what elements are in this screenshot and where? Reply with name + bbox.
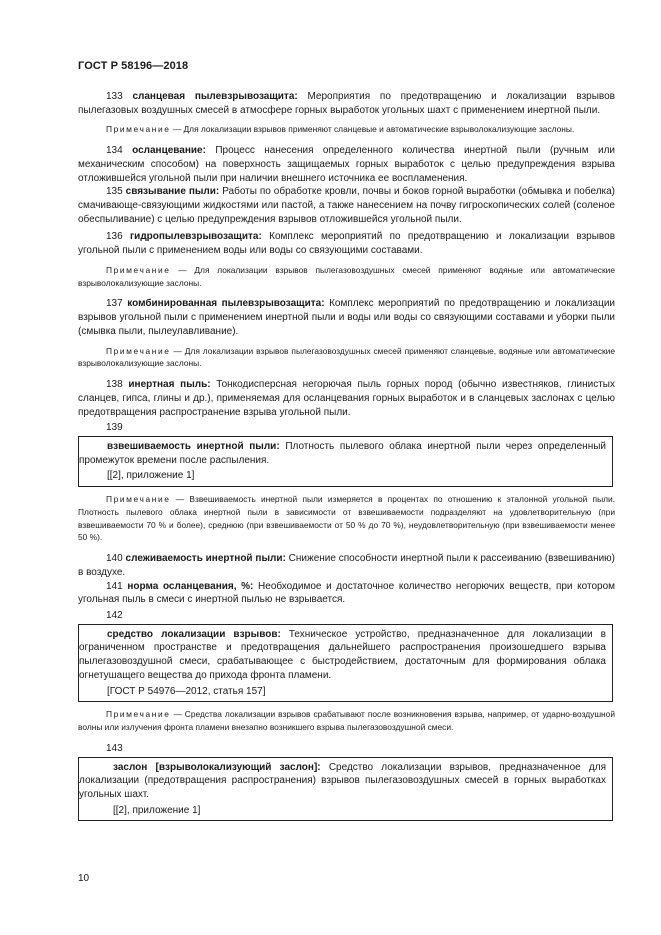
term-definition: Необходимое и достаточное количество негорючих веществ, при котором угольная пыль в смеси с инертной пылью не взрывается. xyxy=(78,580,616,606)
term-source: [[2], приложение 1] xyxy=(113,804,201,816)
boxed-term-142 xyxy=(78,624,613,703)
term-name: норма осланцевания, %: xyxy=(127,580,254,592)
page-number: 10 xyxy=(78,873,90,884)
term-entry-135 xyxy=(78,185,615,226)
boxed-term-139 xyxy=(78,436,613,487)
note-label: Примечание xyxy=(106,124,171,135)
note-label: Примечание xyxy=(106,494,171,505)
term-definition: Комплекс мероприятий по предотвращению и локализации взрывов угольной пыли с применением воды или воды со связующими составами. xyxy=(78,231,616,257)
term-name: инертная пыль: xyxy=(128,379,211,391)
term-definition: Снижение способности инертной пыли к рассеиванию (взвешиванию) в воздухе. xyxy=(78,553,616,578)
entry-number-143: 143 xyxy=(106,742,123,754)
term-definition: Процесс нанесения определенного количества инертной пыли (ручным или механическим способом) на поверхность защищаемых горных выработок с целью предупреждения взрыва отложившейся угольной пыли при наличии внешнего источника ее воспламенения. xyxy=(78,145,616,184)
entry-number: 133 xyxy=(106,91,123,102)
term-definition: Работы по обработке кровли, почвы и боков горной выработки (обмывка и побелка) смачивающе-связующими жидкостями или пастой, а также нанесением на почву гигроскопических солей (соленое обеспыливание) с целью предупреждения взрывов отложившейся угольной пыли. xyxy=(78,186,616,225)
term-definition: Мероприятия по предотвращению и локализации взрывов пылегазовых воздушных смесей в атмосфере горных выработок угольных шахт с применением инертной пыли. xyxy=(78,91,615,116)
note-142 xyxy=(78,708,615,734)
term-entry-133 xyxy=(78,90,615,117)
term-entry-137 xyxy=(78,297,615,338)
term-source: [[2], приложение 1] xyxy=(107,470,195,482)
term-definition: Техническое устройство, предназначенное для локализации в ограниченном пространстве и предотвращения дальнейшего распространения произошедшего взрыва пылегазовоздушной смеси, срабатывающее с быстродействием, достаточным для формирования облака огнетушащего вещества до прихода фронта пламени. xyxy=(79,628,606,681)
term-name: сланцевая пылевзрывозащита: xyxy=(132,91,298,102)
note-133 xyxy=(78,123,615,136)
term-name: слеживаемость инертной пыли: xyxy=(125,553,286,565)
term-entry-141 xyxy=(78,580,615,607)
entry-number: 138 xyxy=(106,379,123,391)
note-139 xyxy=(78,493,615,544)
term-name: осланцевание: xyxy=(132,145,206,157)
entry-number: 140 xyxy=(106,553,123,565)
term-name: заслон [взрыволокализующий заслон]: xyxy=(113,761,321,773)
note-137 xyxy=(78,345,615,371)
note-text: — Для локализации взрывов пылегазовоздушных смесей применяют водяные или автоматические взрыволокализующие заслоны. xyxy=(78,264,615,288)
entry-number: 135 xyxy=(106,186,123,198)
entry-number: 137 xyxy=(106,298,123,310)
term-entry-142 xyxy=(79,628,606,683)
term-entry-143 xyxy=(79,761,606,802)
term-entry-134 xyxy=(78,144,615,185)
term-name: комбинированная пылевзрывозащита: xyxy=(127,298,325,310)
note-136 xyxy=(78,264,615,290)
note-label: Примечание xyxy=(106,709,171,720)
entry-number: 134 xyxy=(106,145,123,157)
boxed-term-143 xyxy=(78,757,613,822)
note-text: — Для локализации взрывов применяют сланцевые и автоматические взрыволокализующие заслоны. xyxy=(172,124,575,135)
term-definition: Средство локализации взрывов, предназначенное для локализации (предотвращения распространения) взрывов пылегазовоздушных смесей в горных выработках угольных шахт. xyxy=(79,761,606,800)
entry-number-142: 142 xyxy=(106,610,123,622)
document-body xyxy=(78,90,615,821)
term-definition: Тонкодисперсная негорючая пыль горных пород (обычно известняков, глинистых сланцев, гипса, глины и др.), применяемая для осланцевания горных выработок и в сланцевых заслонах с целью предотвращения распространение взрыва угольной пыли. xyxy=(78,379,615,418)
entry-number: 136 xyxy=(106,231,123,243)
note-text: — Средства локализации взрывов срабатывают после возникновения взрыва, например, от ударно-воздушной волны или излучения фронта пламени внезапно возникшего взрыва пылегазовоздушной смеси. xyxy=(78,709,615,733)
note-label: Примечание xyxy=(106,345,171,356)
term-entry-140 xyxy=(78,552,615,579)
term-definition: Плотность пылевого облака инертной пыли через определенный промежуток времени после распыления. xyxy=(79,440,607,466)
term-name: взвешиваемость инертной пыли: xyxy=(107,440,280,452)
term-entry-138 xyxy=(78,378,615,419)
entry-number-139: 139 xyxy=(106,422,123,434)
document-header: ГОСТ Р 58196—2018 xyxy=(78,60,189,72)
term-source: [ГОСТ Р 54976—2012, статья 157] xyxy=(107,685,266,697)
note-label: Примечание xyxy=(106,264,171,275)
entry-number: 141 xyxy=(106,580,123,592)
note-text: — Для локализации взрывов пылегазовоздушных смесей применяют сланцевые, водяные или автоматические взрыволокализующие заслоны. xyxy=(78,345,615,369)
term-entry-139 xyxy=(79,440,606,467)
term-name: связывание пыли: xyxy=(125,186,220,198)
term-name: гидропылевзрывозащита: xyxy=(130,231,262,243)
note-text: — Взвешиваемость инертной пыли измеряется в процентах по отношению к эталонной угольной пыли. Плотность пылевого облака инертной пыли в зависимости от взвешиваемости подразделяют на удовлетворительную (при взвешиваемости 70 % и более), среднюю (при взвешиваемости от 50 % до 70 %), неудовлетворительную (при взвешиваемости менее 50 %). xyxy=(78,494,615,543)
term-definition: Комплекс мероприятий по предотвращению и локализации взрывов угольной пыли с применением инертной пыли и воды или воды со связующими составами и уборки пыли (смывка пыли, пылеулавливание). xyxy=(78,298,616,337)
term-name: средство локализации взрывов: xyxy=(107,628,281,640)
term-entry-136 xyxy=(78,230,615,257)
